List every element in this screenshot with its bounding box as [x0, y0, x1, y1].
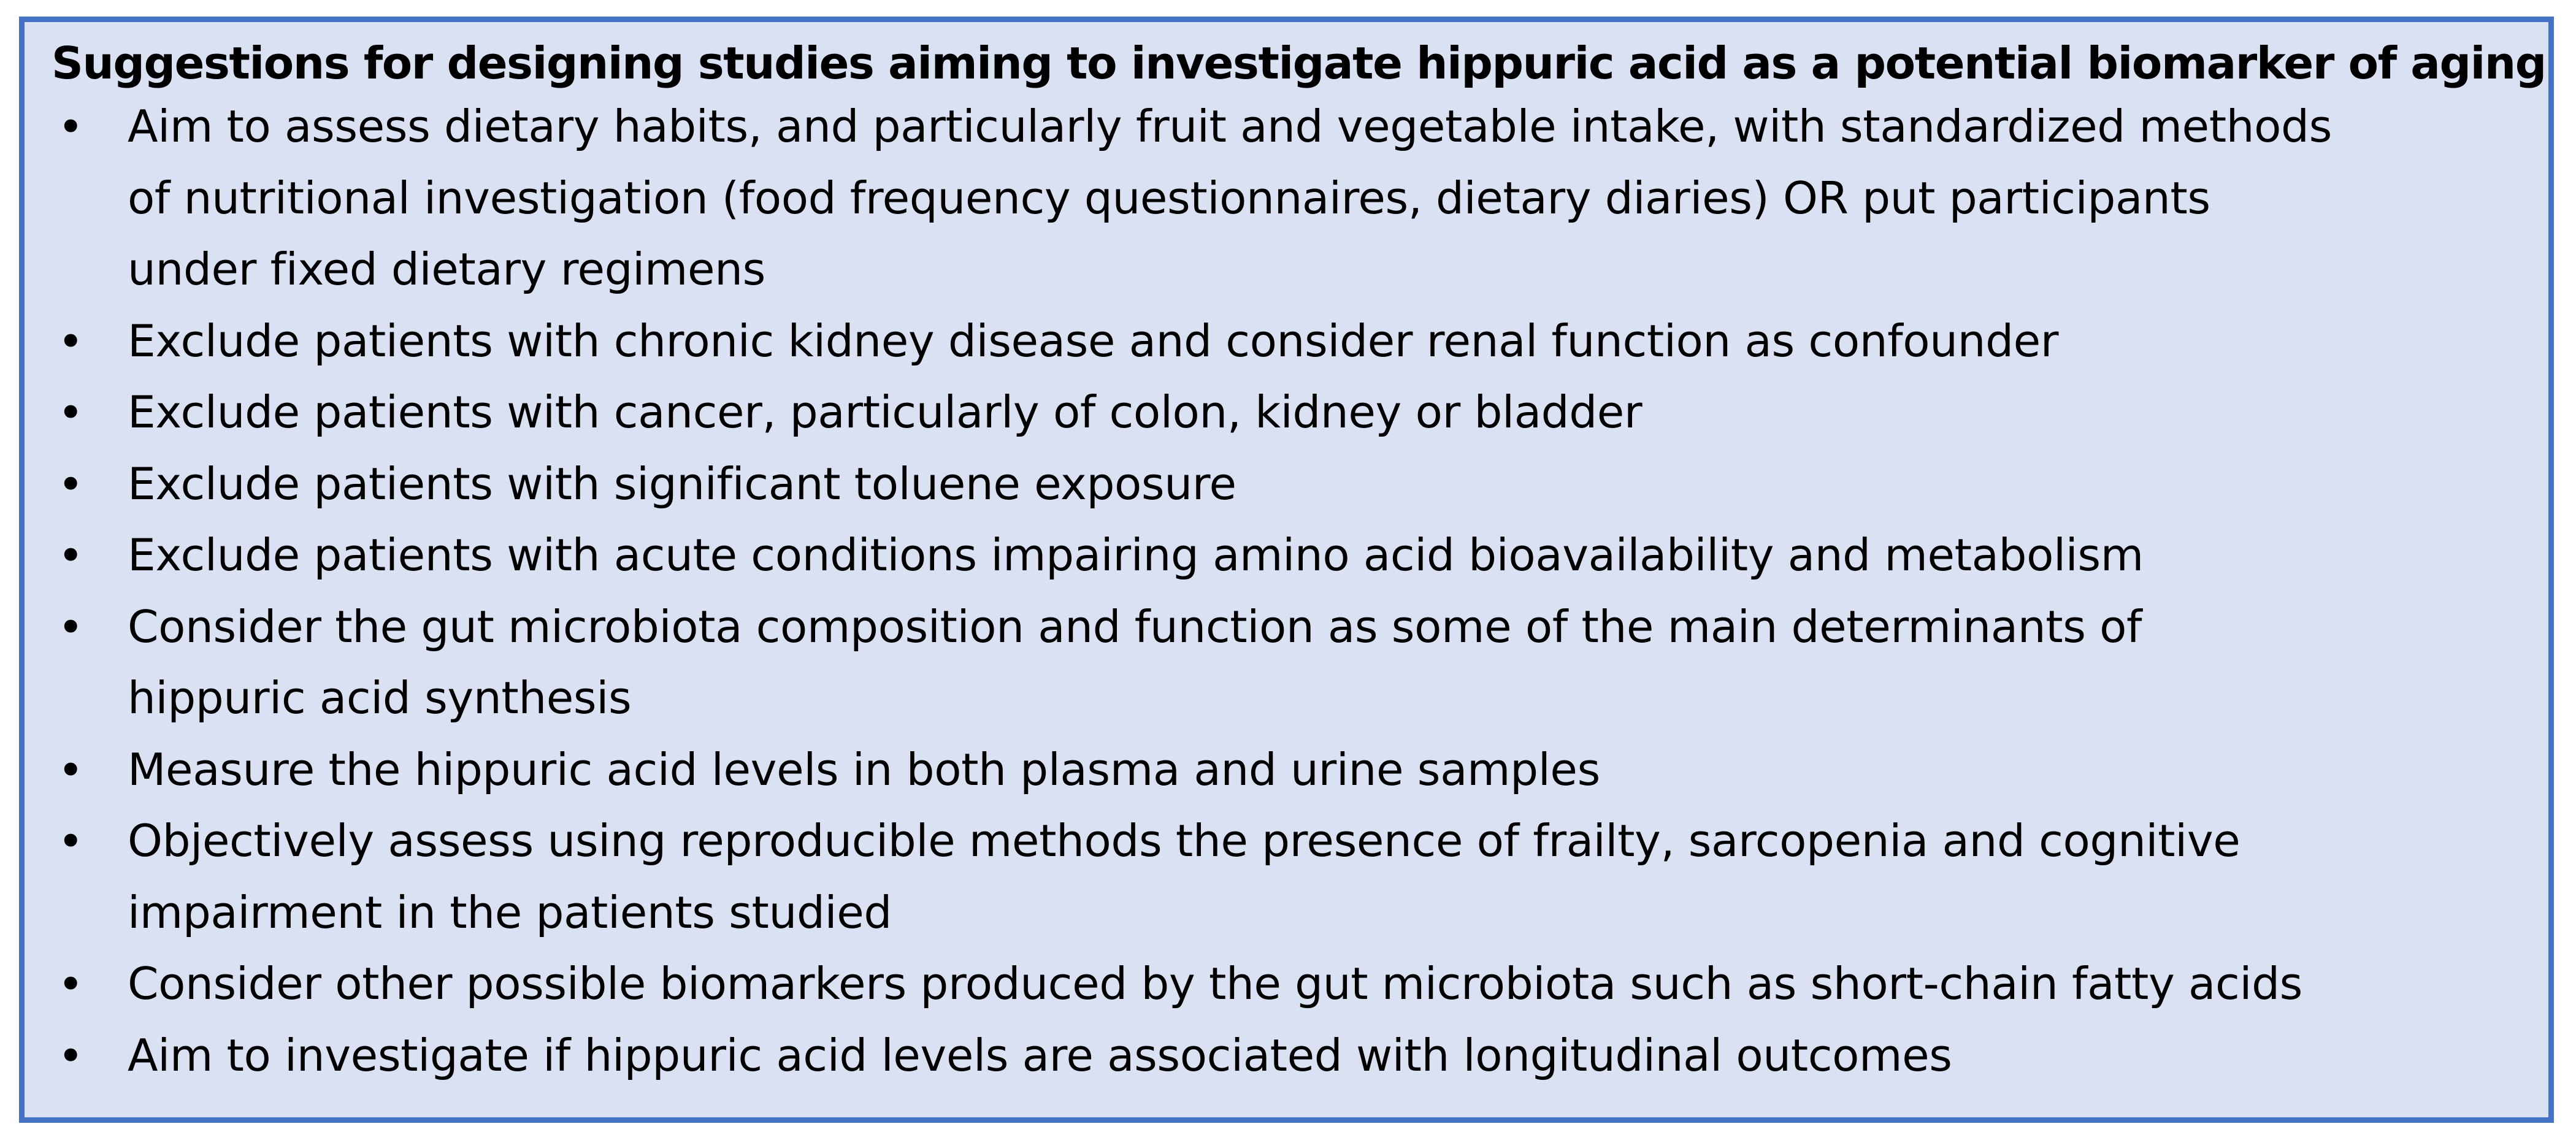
bullet-icon: • — [58, 530, 84, 582]
list-item-text: Exclude patients with cancer, particularly of colon, kidney or bladder — [128, 387, 1643, 439]
list-item-text: Aim to investigate if hippuric acid levels are associated with longitudinal outcomes — [128, 1030, 1952, 1082]
bullet-icon: • — [58, 387, 84, 439]
list-item-text: Consider the gut microbiota composition and function as some of the main determinants of — [128, 601, 2142, 653]
bullet-icon: • — [58, 958, 84, 1011]
list-item — [52, 1020, 2531, 1092]
bullet-icon: • — [58, 816, 84, 868]
bullet-icon: • — [58, 1030, 84, 1082]
list-item — [52, 306, 2531, 378]
list-item-text: hippuric acid synthesis — [128, 673, 632, 725]
list-item-text: Exclude patients with chronic kidney disease and consider renal function as confounder — [128, 315, 2059, 367]
list-item — [52, 592, 2531, 735]
list-item-text: Exclude patients with acute conditions impairing amino acid bioavailability and metabolism — [128, 530, 2144, 582]
bullet-icon: • — [58, 101, 84, 153]
list-item — [52, 377, 2531, 449]
bullet-icon: • — [58, 601, 84, 653]
list-item-text: Aim to assess dietary habits, and particularly fruit and vegetable intake, with standardized methods — [128, 101, 2332, 153]
list-item — [52, 449, 2531, 521]
list-item-text: Objectively assess using reproducible methods the presence of frailty, sarcopenia and cognitive — [128, 816, 2241, 868]
list-item-text: impairment in the patients studied — [128, 887, 892, 939]
box-title: Suggestions for designing studies aiming to investigate hippuric acid as a potential biomarker of aging — [52, 37, 2546, 89]
list-item-text: under fixed dietary regimens — [128, 244, 765, 296]
list-item-text: of nutritional investigation (food frequency questionnaires, dietary diaries) OR put participants — [128, 172, 2210, 224]
bullet-icon: • — [58, 744, 84, 796]
suggestion-list — [52, 91, 2531, 1092]
list-item-text: Exclude patients with significant toluene exposure — [128, 458, 1236, 510]
list-item — [52, 735, 2531, 806]
list-item — [52, 949, 2531, 1020]
list-item-text: Measure the hippuric acid levels in both plasma and urine samples — [128, 744, 1600, 796]
suggestions-box — [19, 17, 2554, 1123]
list-item — [52, 806, 2531, 949]
list-item — [52, 91, 2531, 306]
list-item-text: Consider other possible biomarkers produced by the gut microbiota such as short-chain fatty acids — [128, 958, 2302, 1011]
bullet-icon: • — [58, 458, 84, 510]
list-item — [52, 520, 2531, 592]
bullet-icon: • — [58, 315, 84, 367]
